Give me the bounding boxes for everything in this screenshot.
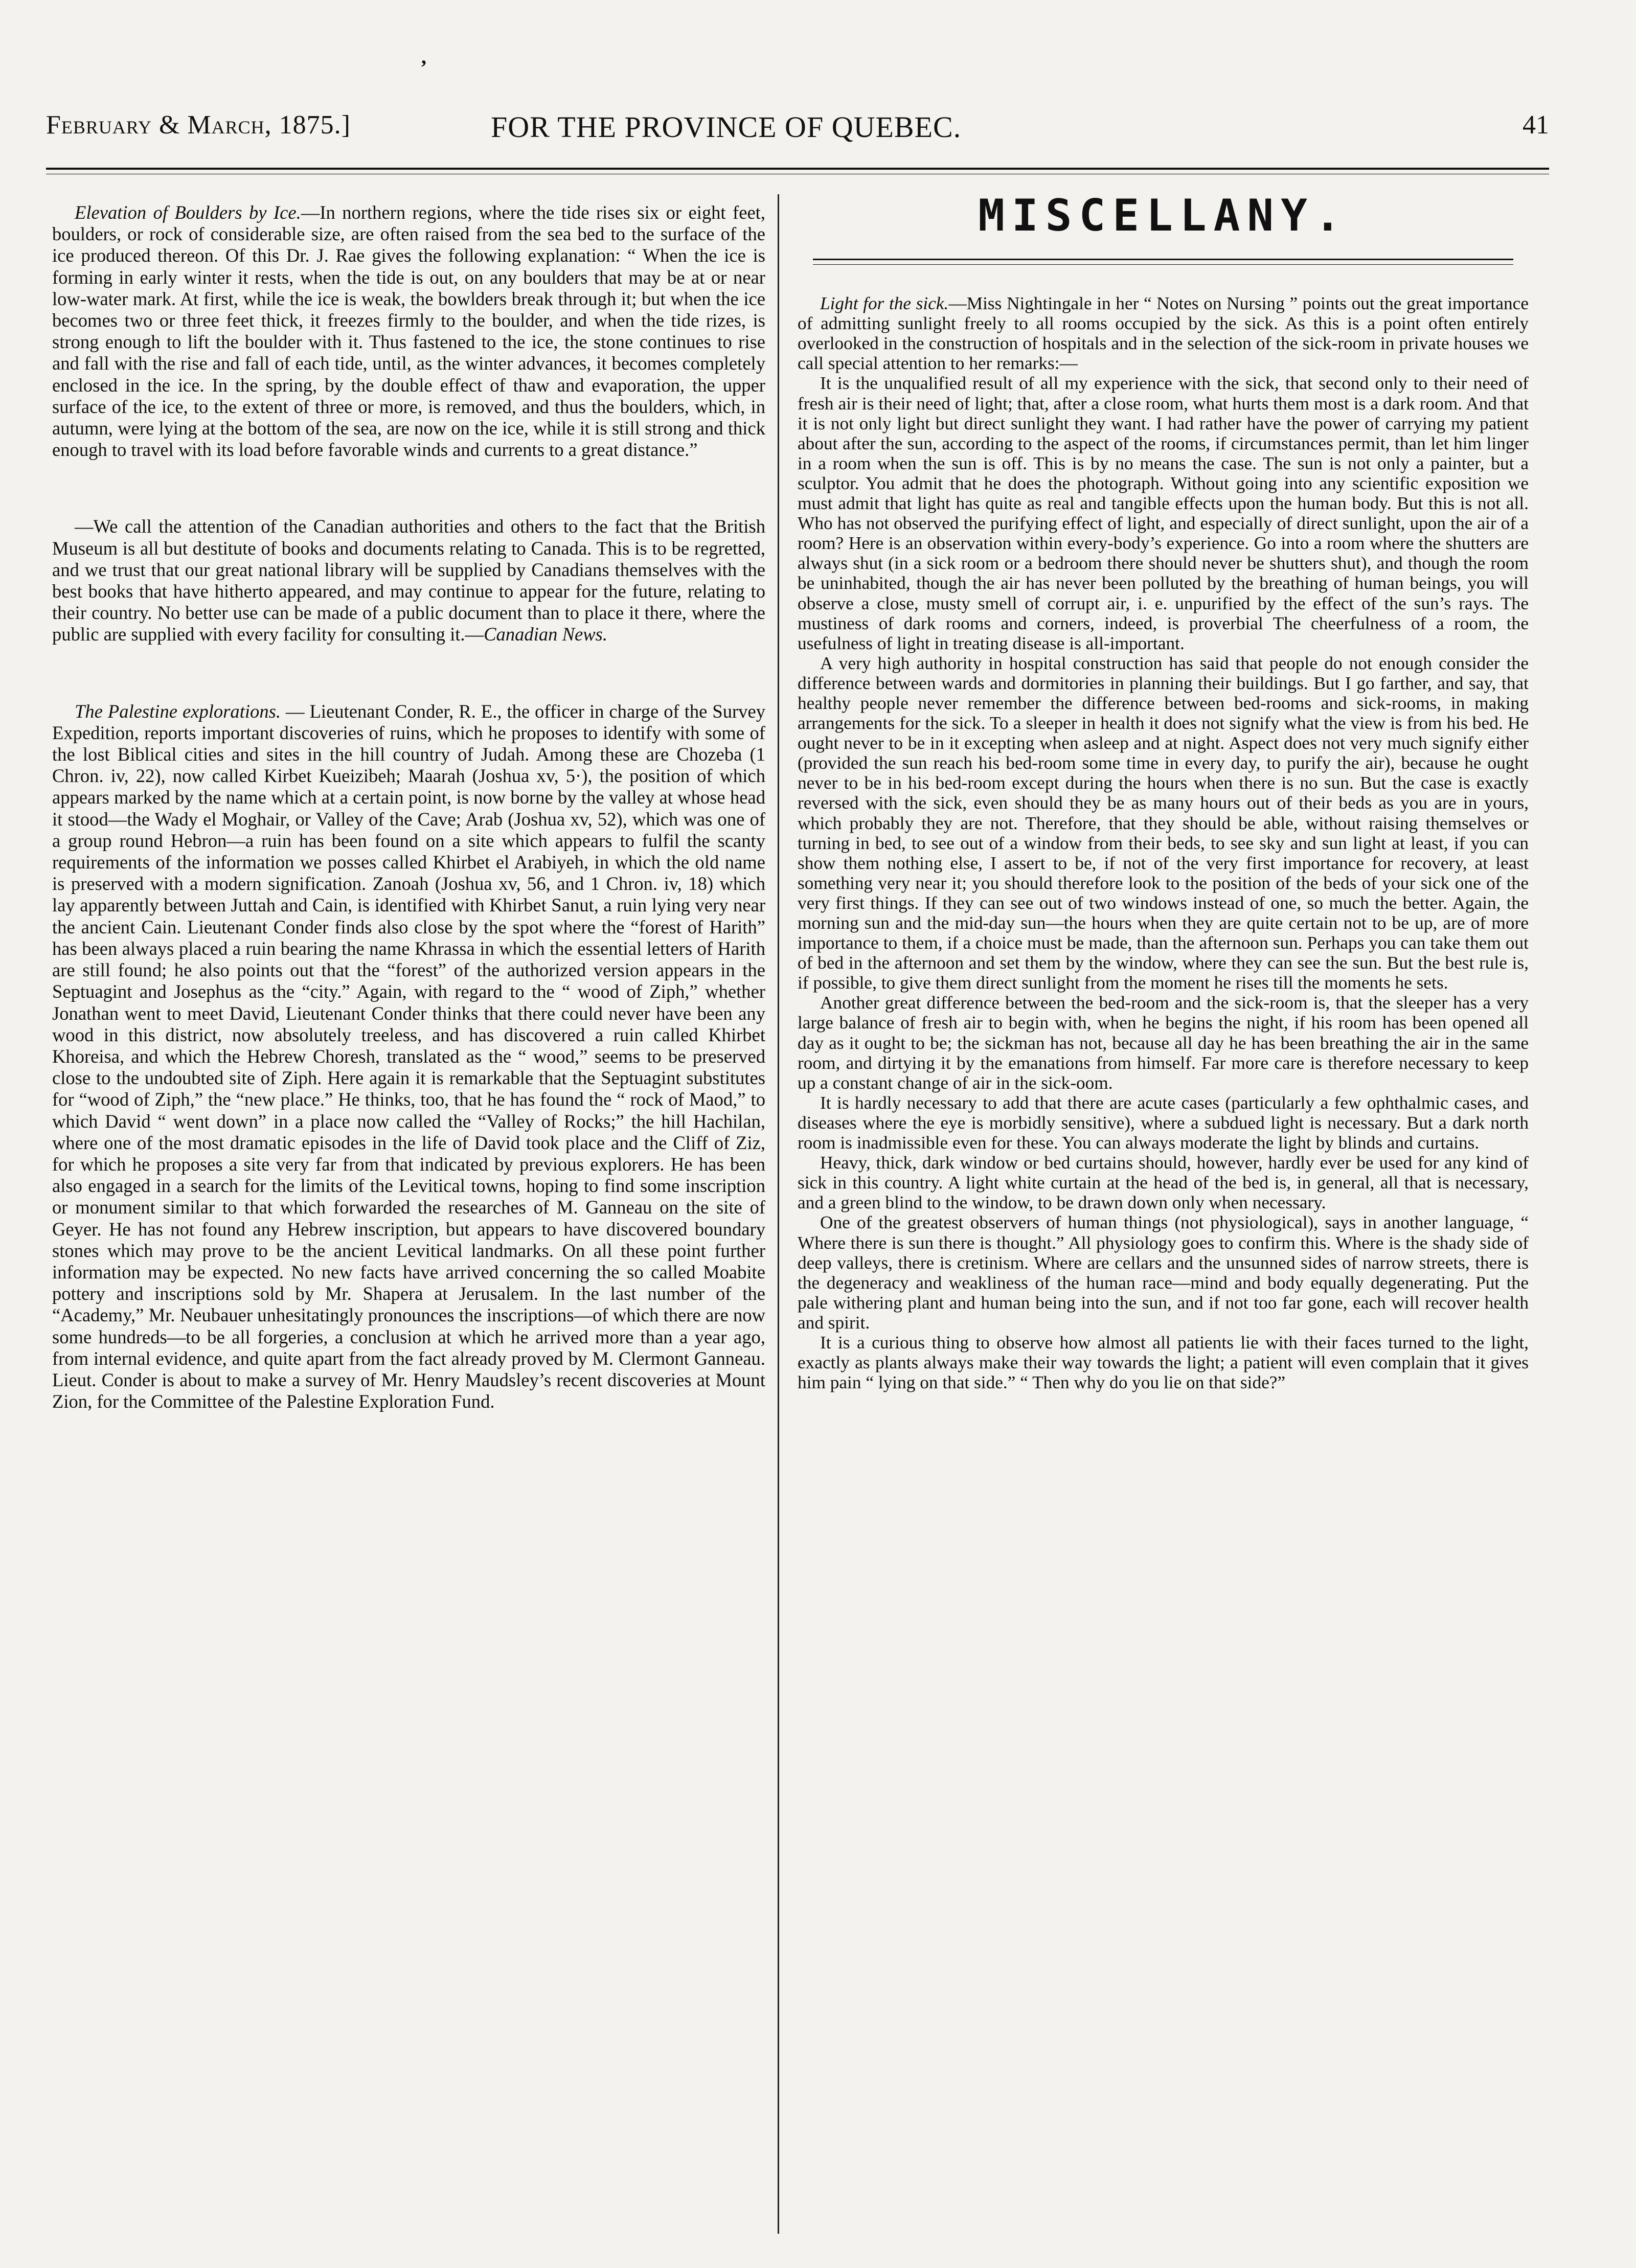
paragraph: Another great difference between the bed-room and the sick-room is, that the sleeper has a very large balance of fresh air to begin with, when he begins the night, if his room has been opened all day as it ought to be; the sickman has not, because all day he has been breathing the air in the same room, and dirtying it by the emanations from himself. Far more care is therefore necessary to keep up a constant change of air in the sick-oom.: [798, 993, 1529, 1093]
article-boulders-lead: Elevation of Boulders by Ice.: [75, 202, 301, 223]
paragraph: [798, 293, 1529, 373]
section-title: MISCELLANY.: [978, 190, 1348, 241]
header-date: February & March, 1875.]: [46, 110, 351, 140]
paragraph: It is hardly necessary to add that there are acute cases (particularly a few ophthalmic cases, and diseases where the eye is morbidly sensitive), where a subdued light is necessary. But a dark north room is inadmissible even for these. You can always moderate the light by blinds and curtains.: [798, 1092, 1529, 1153]
page-number: 41: [1523, 110, 1549, 140]
article-palestine-lead: The Palestine explorations.: [75, 700, 281, 722]
column-divider: [778, 194, 779, 2234]
paragraph: It is a curious thing to observe how almost all patients lie with their faces turned to the light, exactly as plants always make their way towards the light; a patient will even complain that it gives him pain “ lying on that side.” “ Then why do you lie on that side?”: [798, 1332, 1529, 1393]
paragraph: A very high authority in hospital construction has said that people do not enough consider the difference between wards and dormitories in planning their buildings. But I go farther, and say, that healthy people never remember the difference between bed-rooms and sick-rooms, in making arrangements for the sick. To a sleeper in health it does not signify what the view is from his bed. He ought never to be in it excepting when asleep and at night. Aspect does not very much signify either (provided the sun reach his bed-room some time in every day, to purify the air), because he ought never to be in his bed-room except during the hours when there is no sun. But the case is exactly reversed with the sick, even should they be as many hours out of their beds as you are in yours, which probably they are not. Therefore, that they should be able, without raising themselves or turning in bed, to see out of a window from their beds, to see sky and sun light at least, if you can show them nothing else, I assert to be, if not of the very first importance for recovery, at least something very near it; you should therefore look to the position of the beds of your sick one of the very first things. If they can see out of two windows instead of one, so much the better. Again, the morning sun and the mid-day sun—the hours when they are quite certain not to be up, are of more importance to them, if a choice must be made, than the afternoon sun. Perhaps you can take them out of bed in the afternoon and set them by the window, where they can see the sun. But the best rule is, if possible, to give them direct sunlight from the moment he rises till the moments he sets.: [798, 653, 1529, 993]
right-column: [798, 190, 1529, 1393]
paragraph: It is the unqualified result of all my experience with the sick, that second only to their need of fresh air is their need of light; that, after a close room, what hurts them most is a dark room. And that it is not only light but direct sunlight they want. I had rather have the power of carrying my patient about after the sun, according to the aspect of the rooms, if circumstances permit, than let him linger in a room when the sun is off. This is by no means the case. The sun is not only a painter, but a sculptor. You admit that he does the photograph. Without going into any scientific exposition we must admit that light has quite as real and tangible effects upon the human body. But this is not all. Who has not observed the purifying effect of light, and especially of direct sunlight, upon the air of a room? Here is an observation within every-body’s experience. Go into a room where the shutters are always shut (in a sick room or a bedroom there should never be shutters shut), and though the room be uninhabited, though the air has never been polluted by the breathing of human beings, you will observe a close, musty smell of corrupt air, i. e. unpurified by the effect of the sun’s rays. The mustiness of dark rooms and corners, indeed, is proverbial The cheerfulness of a room, the usefulness of light in treating disease is all-important.: [798, 373, 1529, 653]
article-british-museum-body: —We call the attention of the Canadian authorities and others to the fact that the British Museum is all but destitute of books and documents relating to Canada. This is to be regretted, and we trust that our great national library will be supplied by Canadians themselves with the best books that have hitherto appeared, and may continue to appear for the future, relating to their country. No better use can be made of a public document than to place it there, where the public are supplied with every facility for consulting it.—: [52, 516, 765, 645]
page-header: [46, 110, 1549, 156]
article-british-museum-source: Canadian News.: [484, 624, 607, 645]
article-palestine: [52, 701, 765, 1413]
paragraph: One of the greatest observers of human things (not physiological), says in another language, “ Where there is sun there is thought.” All physiology goes to confirm this. Where is the shady side of deep valleys, there is cretinism. Where are cellars and the unsunned sides of narrow streets, there is the degeneracy and weakliness of the human race—mind and body equally degenerating. Put the pale withering plant and human being into the sun, and if not too far gone, each will recover health and spirit.: [798, 1212, 1529, 1333]
stray-mark: ’: [420, 56, 427, 79]
section-rule: [813, 259, 1513, 260]
paragraph-text: —Miss Nightingale in her “ Notes on Nursing ” points out the great importance of admitting sunlight freely to all rooms occupied by the sick. As this is a point often entirely overlooked in the construction of hospitals and in the selection of the sick-room in private houses we call special attention to her remarks:—: [798, 293, 1529, 374]
article-boulders: [52, 202, 765, 461]
paragraph: Heavy, thick, dark window or bed curtains should, however, hardly ever be used for any kind of sick in this country. A light white curtain at the head of the bed is, in general, all that is necessary, and a green blind to the window, to be drawn down only when necessary.: [798, 1153, 1529, 1213]
paragraph-lead: Light for the sick.: [820, 293, 949, 314]
article-boulders-body: —In northern regions, where the tide rises six or eight feet, boulders, or rock of considerable size, are often raised from the sea bed to the surface of the ice produced thereon. Of this Dr. J. Rae gives the following explanation: “ When the ice is forming in early winter it rests, when the tide is out, on any boulders that may be at or near low-water mark. At first, while the ice is weak, the bowlders break through it; but when the ice becomes two or three feet thick, it freezes firmly to the boulder, and when the tide rizes, is strong enough to lift the boulder with it. Thus fastened to the ice, the stone continues to rise and fall with the rise and fall of each tide, until, as the winter advances, it becomes completely enclosed in the ice. In the spring, by the double effect of thaw and evaporation, the upper surface of the ice, to the extent of three or more, is removed, and thus the boulders, which, in autumn, were lying at the bottom of the sea, are now on the ice, while it is still strong and thick enough to travel with its load before favorable winds and currents to a great distance.”: [52, 202, 765, 461]
header-rule: [46, 168, 1549, 170]
section-rule-thin: [813, 264, 1513, 265]
article-palestine-body: — Lieutenant Conder, R. E., the officer in charge of the Survey Expedition, reports important discoveries of ruins, which he proposes to identify with some of the lost Biblical cities and sites in the hill country of Judah. Among these are Chozeba (1 Chron. iv, 22), now called Kirbet Kueizibeh; Maarah (Joshua xv, 5·), the position of which appears marked by the name which at a certain point, is now borne by the valley at whose head it stood—the Wady el Moghair, or Valley of the Cave; Arab (Joshua xv, 52), which was one of a group round Hebron—a ruin has been found on a site which appears to fulfil the scanty requirements of the information we posses called Khirbet el Arabiyeh, in which the old name is preserved with a modern signification. Zanoah (Joshua xv, 56, and 1 Chron. iv, 18) which lay apparently between Juttah and Cain, is identified with Khirbet Sanut, a ruin lying very near the ancient Cain. Lieutenant Conder finds also close by the spot where the “forest of Harith” has been always placed a ruin bearing the name Khrassa in which the essential letters of Harith are still found; he also points out that the “forest” of the authorized version appears in the Septuagint and Josephus as the “city.” Again, with regard to the “ wood of Ziph,” whether Jonathan went to meet David, Lieutenant Conder thinks that there could never have been any wood in this district, now absolutely treeless, and has discovered a ruin called Khirbet Khoreisa, and which the Hebrew Choresh, translated as the “ wood,” seems to be preserved close to the undoubted site of Ziph. Here again it is remarkable that the Septuagint substitutes for “wood of Ziph,” the “new place.” He thinks, too, that he has found the “ rock of Maod,” to which David “ went down” in a place now called the “Valley of Rocks;” the hill Hachilan, where one of the most dramatic episodes in the life of David took place and the Cliff of Ziz, for which he proposes a site very far from that indicated by previous explorers. He has been also engaged in a search for the limits of the Levitical towns, hoping to find some inscription or monument similar to that which forwarded the researches of M. Ganneau on the site of Geyer. He has not found any Hebrew inscription, but appears to have discovered boundary stones which may prove to be the ancient Levitical landmarks. On all these point further information may be expected. No new facts have arrived concerning the so called Moabite pottery and inscriptions sold by Mr. Shapera at Jerusalem. In the last number of the “Academy,” Mr. Neubauer unhesitatingly pronounces the inscriptions—of which there are now some hundreds—to be all forgeries, a conclusion at which he arrived more than a year ago, from internal evidence, and quite apart from the fact already proved by M. Clermont Ganneau. Lieut. Conder is about to make a survey of Mr. Henry Maudsley’s recent discoveries at Mount Zion, for the Committee of the Palestine Exploration Fund.: [52, 700, 765, 1412]
header-title: FOR THE PROVINCE OF QUEBEC.: [491, 110, 962, 144]
left-column: [52, 202, 765, 1412]
article-british-museum: [52, 516, 765, 645]
